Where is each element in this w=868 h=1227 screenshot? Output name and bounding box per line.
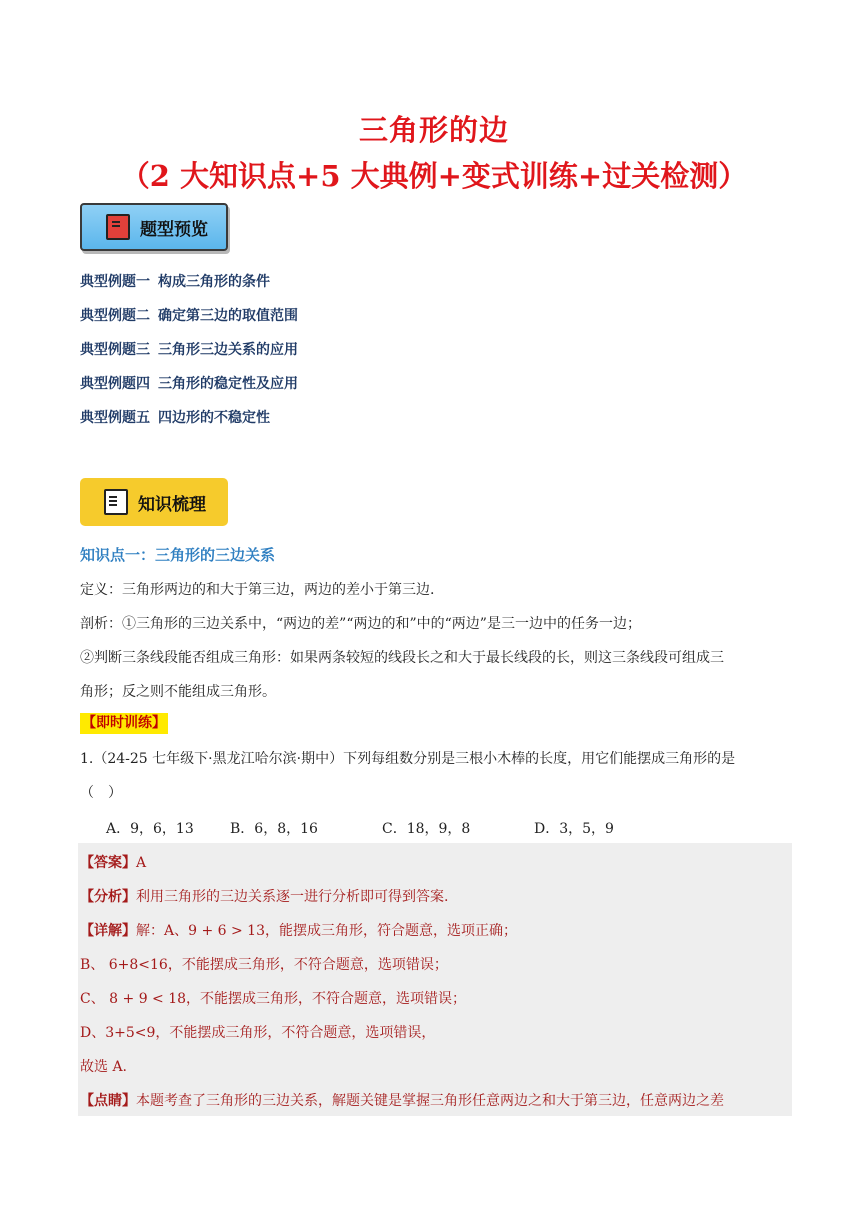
badge-label: 题型预览 [140, 219, 208, 240]
detail-line: 【详解】解：A、9 + 6 > 13，能摆成三角形，符合题意，选项正确； [80, 923, 517, 939]
comment-line: 【点睛】本题考查了三角形的三边关系，解题关键是掌握三角形任意两边之和大于第三边，任意两边之差 [80, 1093, 724, 1109]
toc-item[interactable]: 典型例题二 确定第三边的取值范围 [80, 308, 298, 324]
conclusion-line: 故选 A. [80, 1059, 128, 1075]
analysis-text: 剖析：①三角形的三边关系中，“两边的差”“两边的和”中的“两边”是三一边中的任务一边； [80, 616, 641, 632]
question-type-preview-badge [80, 203, 228, 251]
option-d[interactable]: D．3，5，9 [534, 821, 614, 837]
detail-line: D、3+5<9，不能摆成三角形，不符合题意，选项错误， [80, 1025, 436, 1041]
toc-item[interactable]: 典型例题五 四边形的不稳定性 [80, 410, 270, 426]
option-c[interactable]: C．18，9，8 [382, 821, 471, 837]
analysis-text: ②判断三条线段能否组成三角形：如果两条较短的线段长之和大于最长线段的长，则这三条线段可组成三 [80, 650, 724, 666]
knowledge-summary-badge [80, 478, 228, 526]
checklist-icon [104, 489, 128, 515]
analysis-text: 角形；反之则不能组成三角形。 [80, 684, 276, 700]
option-a[interactable]: A．9，6，13 [106, 821, 194, 837]
answer-line: 【答案】A [80, 855, 147, 871]
analysis-line: 【分析】利用三角形的三边关系逐一进行分析即可得到答案. [80, 889, 449, 905]
answer-panel [78, 843, 792, 1116]
question-text: 1.（24-25 七年级下·黑龙江哈尔滨·期中）下列每组数分别是三根小木棒的长度，用它们能摆成三角形的是 [80, 751, 736, 767]
toc-item[interactable]: 典型例题一 构成三角形的条件 [80, 274, 270, 290]
badge-label: 知识梳理 [138, 494, 206, 515]
document-subtitle: （2 大知识点+5 大典例+变式训练+过关检测） [120, 159, 748, 193]
knowledge-point-heading: 知识点一：三角形的三边关系 [80, 546, 276, 564]
detail-line: C、 8 + 9 < 18，不能摆成三角形，不符合题意，选项错误； [80, 991, 467, 1007]
option-b[interactable]: B．6，8，16 [230, 821, 318, 837]
definition-text: 定义：三角形两边的和大于第三边，两边的差小于第三边. [80, 582, 435, 598]
document-title: 三角形的边 [358, 113, 509, 147]
practice-tag: 【即时训练】 [80, 713, 168, 734]
question-blank: （ ） [80, 785, 122, 801]
book-icon [106, 214, 130, 240]
toc-item[interactable]: 典型例题四 三角形的稳定性及应用 [80, 376, 298, 392]
detail-line: B、 6+8<16，不能摆成三角形，不符合题意，选项错误； [80, 957, 448, 973]
toc-item[interactable]: 典型例题三 三角形三边关系的应用 [80, 342, 298, 358]
